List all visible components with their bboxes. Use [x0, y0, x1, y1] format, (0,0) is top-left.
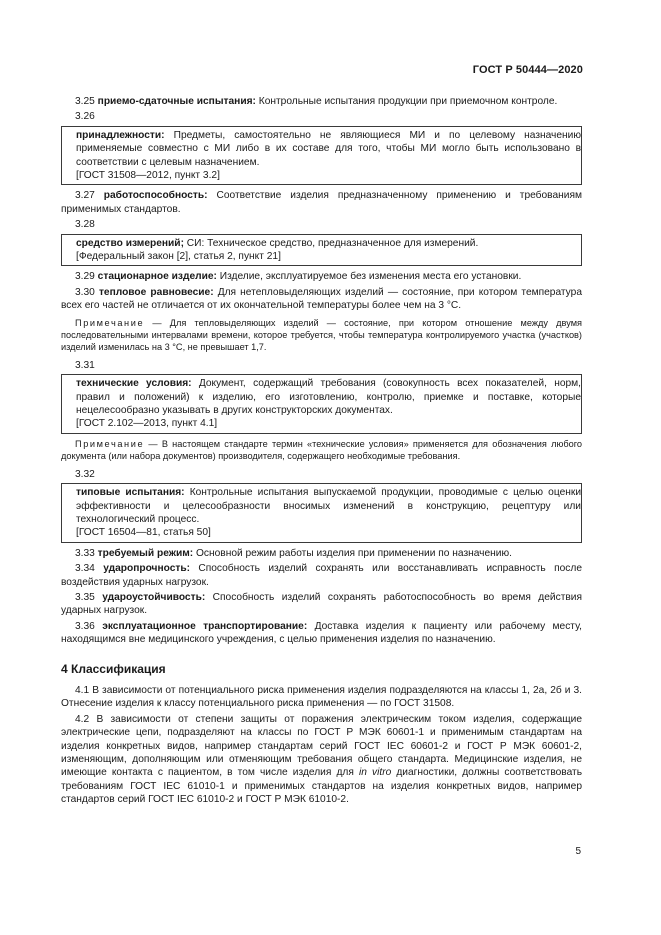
source-reference: [ГОСТ 2.102—2013, пункт 4.1] — [76, 418, 218, 430]
note-3-30: Примечание — Для тепловыделяющих изделий — состояние, при котором отношение между двумя последовательными интервалами времени, которое требуется, чтобы температура контролируемого участка (участков) изделий изменилась на 3 °С, не превышает 1,7. — [61, 317, 582, 352]
definition-3-34: 3.34 ударопрочность: Способность изделий сохранять или восстанавливать исправность после воздействия ударных нагрузок. — [61, 563, 582, 588]
source-reference: [ГОСТ 16504—81, статья 50] — [76, 527, 211, 539]
term: стационарное изделие: — [97, 271, 217, 283]
term: ударопрочность: — [103, 563, 191, 575]
definition-3-27: 3.27 работоспособность: Соответствие изделия предназначенному применению и требованиям применимых стандартов. — [61, 190, 582, 215]
term: принадлежности: — [76, 129, 165, 141]
definition-number: 3.26 — [75, 111, 95, 123]
definition-number: 3.31 — [75, 359, 95, 371]
definition-3-25: 3.25 приемо-сдаточные испытания: Контрольные испытания продукции при приемочном контроле. — [75, 96, 558, 107]
term: работоспособность: — [103, 190, 208, 202]
definition-3-35: 3.35 удароустойчивость: Способность изделий сохранять работоспособность во время действия ударных нагрузок. — [61, 591, 582, 617]
definition-box-3-26: принадлежности: Предметы, самостоятельно не являющиеся МИ и по целевому назначению применяемые совместно с МИ либо в их составе для того, чтобы МИ могло быть использовано в соответствии с целевым назначением. [ГОСТ 31508—2012, пункт 3.2] — [61, 126, 582, 186]
definition-box-3-28: средство измерений; СИ: Техническое средство, предназначенное для измерений. [Федеральный закон [2], статья 2, пункт 21] — [61, 234, 582, 267]
note-3-31: Примечание — В настоящем стандарте термин «технические условия» применяется для обозначения любого документа (или набора документов) производителя, содержащего необходимые требования. — [61, 438, 582, 461]
section-title: 4 Классификация — [61, 661, 166, 676]
term: технические условия: — [76, 378, 192, 390]
definition-3-33: 3.33 требуемый режим: Основной режим работы изделия при применении по назначению. — [75, 547, 512, 559]
term: удароустойчивость: — [102, 591, 206, 603]
term: типовые испытания: — [76, 487, 185, 499]
main-content — [61, 95, 582, 809]
definition-number: 3.32 — [75, 468, 95, 480]
term: требуемый режим: — [97, 547, 194, 559]
definition-3-36: 3.36 эксплуатационное транспортирование: Доставка изделия к пациенту или рабочему месту, находящимся вне медицинского учреждения, с целью применения изделия по назначению. — [61, 620, 582, 646]
definition-number: 3.28 — [75, 219, 95, 231]
term: приемо-сдаточные испытания: — [97, 96, 256, 107]
definition-3-29: 3.29 стационарное изделие: Изделие, эксплуатируемое без изменения места его установки. — [75, 271, 522, 283]
page-number: 5 — [575, 846, 581, 857]
definition-box-3-31: технические условия: Документ, содержащий требования (совокупность всех показателей, норм, правил и положений) к изделию, его изготовлению, контролю, приемке и поставке, которые нецелесообразно указывать в других конструкторских документах. [ГОСТ 2.102—2013, пункт 4.1] — [61, 374, 582, 434]
term: тепловое равновесие: — [98, 286, 214, 298]
note-label: Примечание — [75, 317, 145, 328]
note-label: Примечание — [75, 438, 145, 449]
definition-box-3-32: типовые испытания: Контрольные испытания выпускаемой продукции, проводимые с целью оценки эффективности и целесообразности вносимых изменений в конструкцию, рецептуру или технологический процесс. [ГОСТ 16504—81, статья 50] — [61, 483, 582, 543]
source-reference: [ГОСТ 31508—2012, пункт 3.2] — [76, 170, 220, 182]
term: эксплуатационное транспортирование: — [102, 620, 308, 632]
paragraph-4-1: 4.1 В зависимости от потенциального риска применения изделия подразделяются на классы 1, 2а, 2б и 3. Отнесение изделия к классу потенциального риска применения — по ГОСТ 31508. — [61, 685, 582, 710]
definition-3-30: 3.30 тепловое равновесие: Для нетепловыделяющих изделий — состояние, при котором температура всех его частей не отличается от их окончательной температуры более чем на 3 °С. — [61, 286, 582, 312]
standard-header: ГОСТ Р 50444—2020 — [472, 64, 583, 76]
term: средство измерений; — [76, 237, 184, 249]
source-reference: [Федеральный закон [2], статья 2, пункт 21] — [76, 251, 281, 263]
paragraph-4-2: 4.2 В зависимости от степени защиты от поражения электрическим током изделия, содержащие электрические цепи, подразделяют на классы по ГОСТ Р МЭК 60601-1 и применимым стандартам на изделия конкретных видов, например стандартам серий ГОСТ IEC 60601-2 и ГОСТ Р МЭК 60601-2, изменяющим, дополняющим или отменяющим требования общего стандарта. Медицинские изделия, не имеющие контакта с пациентом, в том числе изделия для in vitro диагностики, должны соответствовать требованиям ГОСТ IEC 61010-1 и применимых стандартов на изделия конкретных видов, например стандартов серий ГОСТ IEC 61010-2 и ГОСТ Р МЭК 61010-2. — [61, 713, 582, 806]
